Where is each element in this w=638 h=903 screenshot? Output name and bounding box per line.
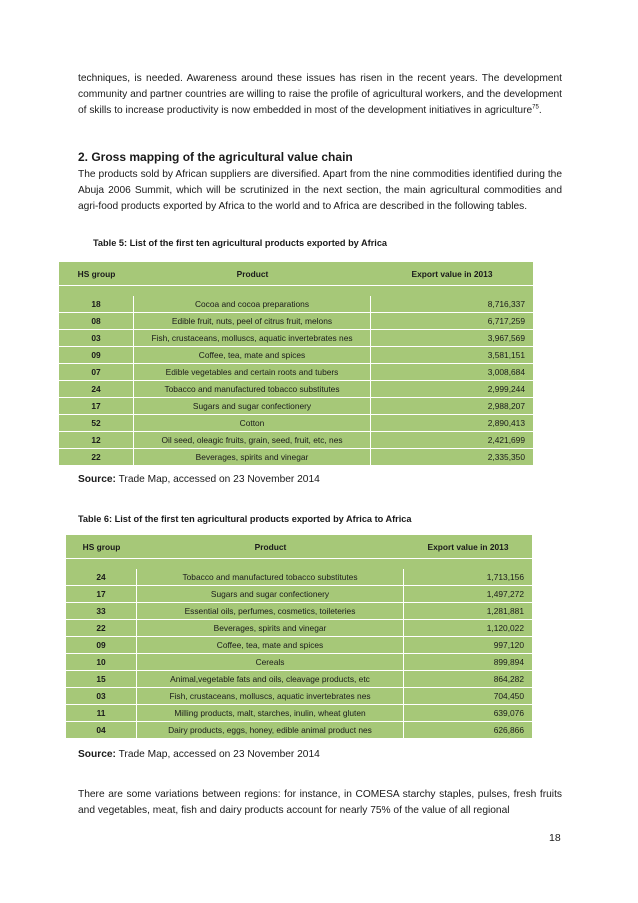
page-number: 18 [549,832,561,844]
hs-group-cell: 04 [66,721,137,738]
hs-group-cell: 52 [59,414,134,431]
hs-group-cell: 15 [66,670,137,687]
closing-paragraph: There are some variations between regions: for instance, in COMESA starchy staples, pulses, fresh fruits and vegetables, meat, fish and dairy products account for nearly 75% of the value of all regional [78,789,562,816]
product-cell: Cocoa and cocoa preparations [134,296,371,312]
export-value-cell: 626,866 [404,721,532,738]
product-cell: Sugars and sugar confectionery [134,397,371,414]
table-row [59,346,533,363]
product-cell: Coffee, tea, mate and spices [137,636,404,653]
table-row [59,380,533,397]
hs-group-cell: 24 [66,569,137,585]
product-cell: Edible fruit, nuts, peel of citrus fruit, melons [134,312,371,329]
hs-group-cell: 24 [59,380,134,397]
product-cell: Tobacco and manufactured tobacco substitutes [134,380,371,397]
export-value-cell: 2,988,207 [371,397,533,414]
export-value-cell: 997,120 [404,636,532,653]
table6-caption: Table 6: List of the first ten agricultural products exported by Africa to Africa [78,514,412,524]
product-cell: Beverages, spirits and vinegar [134,448,371,465]
hs-group-cell: 22 [66,619,137,636]
export-value-cell: 3,581,151 [371,346,533,363]
table6 [66,535,532,738]
product-cell: Cotton [134,414,371,431]
table-row [66,721,532,738]
table-row [66,569,532,585]
hs-group-cell: 17 [66,585,137,602]
export-value-cell: 1,713,156 [404,569,532,585]
table5-source [78,474,320,485]
table6-source-text: Trade Map, accessed on 23 November 2014 [115,749,320,760]
export-value-cell: 3,008,684 [371,363,533,380]
export-value-cell: 6,717,259 [371,312,533,329]
hs-group-cell: 09 [66,636,137,653]
table5-header-value: Export value in 2013 [371,262,533,285]
hs-group-cell: 11 [66,704,137,721]
table-row [59,414,533,431]
table6-body [66,558,532,738]
hs-group-cell: 03 [59,329,134,346]
table-row [59,448,533,465]
table-row [59,329,533,346]
export-value-cell: 1,497,272 [404,585,532,602]
table-row [59,312,533,329]
table5-body [59,285,533,465]
table-row [66,670,532,687]
table6-header-value: Export value in 2013 [404,535,532,558]
product-cell: Oil seed, oleagic fruits, grain, seed, fruit, etc, nes [134,431,371,448]
table6-header-hs: HS group [66,535,137,558]
table-row [66,653,532,670]
table-row [66,704,532,721]
table5-source-label: Source: [78,474,116,485]
hs-group-cell: 18 [59,296,134,312]
hs-group-cell: 08 [59,312,134,329]
table5-header-hs: HS group [59,262,134,285]
product-cell: Milling products, malt, starches, inulin, wheat gluten [137,704,404,721]
export-value-cell: 639,076 [404,704,532,721]
table-row [66,636,532,653]
product-cell: Beverages, spirits and vinegar [137,619,404,636]
hs-group-cell: 17 [59,397,134,414]
table5-spacer-row [59,285,533,296]
export-value-cell: 2,999,244 [371,380,533,397]
product-cell: Dairy products, eggs, honey, edible animal product nes [137,721,404,738]
export-value-cell: 864,282 [404,670,532,687]
table5-header-product: Product [134,262,371,285]
product-cell: Fish, crustaceans, molluscs, aquatic invertebrates nes [137,687,404,704]
table6-source-label: Source: [78,749,116,760]
product-cell: Sugars and sugar confectionery [137,585,404,602]
intro-text: techniques, is needed. Awareness around these issues has risen in the recent years. The development community and partner countries are willing to raise the profile of agricultural workers, and the development of skills to increase productivity is now embedded in most of the development initiatives in agriculture [78,73,562,116]
table5-caption: Table 5: List of the first ten agricultural products exported by Africa [93,238,388,248]
product-cell: Fish, crustaceans, molluscs, aquatic invertebrates nes [134,329,371,346]
product-cell: Animal,vegetable fats and oils, cleavage products, etc [137,670,404,687]
table5-source-text: Trade Map, accessed on 23 November 2014 [115,474,320,485]
table-row [59,431,533,448]
export-value-cell: 1,281,881 [404,602,532,619]
export-value-cell: 3,967,569 [371,329,533,346]
footnote-marker[interactable]: 75 [532,104,539,111]
table-row [59,363,533,380]
table-row [66,585,532,602]
table-row [59,397,533,414]
hs-group-cell: 33 [66,602,137,619]
table-row [66,687,532,704]
export-value-cell: 8,716,337 [371,296,533,312]
intro-paragraph [78,71,562,119]
export-value-cell: 704,450 [404,687,532,704]
hs-group-cell: 22 [59,448,134,465]
intro-end: . [538,105,542,116]
hs-group-cell: 03 [66,687,137,704]
product-cell: Cereals [137,653,404,670]
table6-header-product: Product [137,535,404,558]
section-heading: 2. Gross mapping of the agricultural value chain [78,150,353,164]
table5 [59,262,533,465]
export-value-cell: 2,421,699 [371,431,533,448]
section-paragraph: The products sold by African suppliers are diversified. Apart from the nine commodities identified during the Abuja 2006 Summit, which will be scrutinized in the next section, the main agricultural commodities and agri-food products exported by Africa to the world and to Africa are described in the following tables. [78,169,562,212]
product-cell: Tobacco and manufactured tobacco substitutes [137,569,404,585]
export-value-cell: 1,120,022 [404,619,532,636]
hs-group-cell: 10 [66,653,137,670]
product-cell: Essential oils, perfumes, cosmetics, toileteries [137,602,404,619]
export-value-cell: 2,890,413 [371,414,533,431]
hs-group-cell: 12 [59,431,134,448]
hs-group-cell: 07 [59,363,134,380]
hs-group-cell: 09 [59,346,134,363]
product-cell: Coffee, tea, mate and spices [134,346,371,363]
table6-source [78,749,320,760]
product-cell: Edible vegetables and certain roots and tubers [134,363,371,380]
table-row [66,619,532,636]
export-value-cell: 2,335,350 [371,448,533,465]
export-value-cell: 899,894 [404,653,532,670]
table6-spacer-row [66,558,532,569]
table-row [66,602,532,619]
table-row [59,296,533,312]
